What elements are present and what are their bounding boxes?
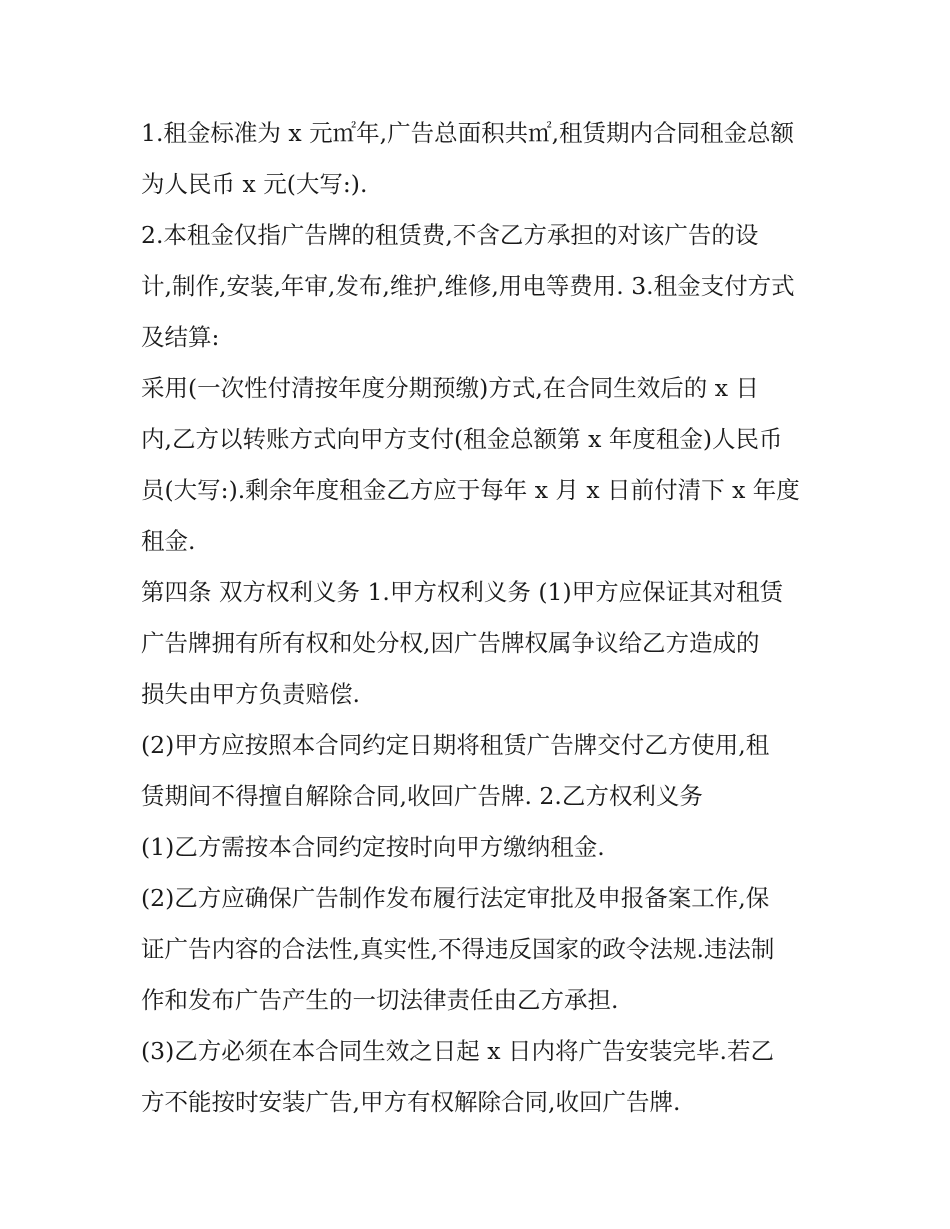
text-line: (3)乙方必须在本合同生效之日起 x 日内将广告安装完毕.若乙 (141, 1037, 774, 1065)
text-line: 损失由甲方负责赔偿. (141, 680, 360, 708)
text-line: 作和发布广告产生的一切法律责任由乙方承担. (141, 986, 619, 1014)
text-line: 第四条 双方权利义务 1.甲方权利义务 (1)甲方应保证其对租赁 (141, 578, 784, 606)
text-line: 租金. (141, 527, 196, 555)
text-line: 1.租金标准为 x 元㎡年,广告总面积共㎡,租赁期内合同租金总额 (141, 119, 795, 147)
text-line: 方不能按时安装广告,甲方有权解除合同,收回广告牌. (141, 1088, 681, 1116)
text-line: 计,制作,安装,年审,发布,维护,维修,用电等费用. 3.租金支付方式 (141, 272, 795, 300)
text-line: 2.本租金仅指广告牌的租赁费,不含乙方承担的对该广告的设 (141, 221, 759, 249)
text-line: 赁期间不得擅自解除合同,收回广告牌. 2.乙方权利义务 (141, 782, 703, 810)
text-line: 采用(一次性付清按年度分期预缴)方式,在合同生效后的 x 日 (141, 374, 759, 402)
document-body (141, 108, 821, 1128)
text-line: 及结算: (141, 323, 220, 351)
text-line: 广告牌拥有所有权和处分权,因广告牌权属争议给乙方造成的 (141, 629, 760, 657)
text-line: (2)甲方应按照本合同约定日期将租赁广告牌交付乙方使用,租 (141, 731, 770, 759)
text-line: (2)乙方应确保广告制作发布履行法定审批及申报备案工作,保 (141, 884, 770, 912)
text-line: 证广告内容的合法性,真实性,不得违反国家的政令法规.违法制 (141, 935, 775, 963)
text-line: 员(大写:).剩余年度租金乙方应于每年 x 月 x 日前付清下 x 年度 (141, 476, 800, 504)
text-line: 内,乙方以转账方式向甲方支付(租金总额第 x 年度租金)人民币 (141, 425, 783, 453)
text-line: (1)乙方需按本合同约定按时向甲方缴纳租金. (141, 833, 605, 861)
text-line: 为人民币 x 元(大写:). (141, 170, 368, 198)
